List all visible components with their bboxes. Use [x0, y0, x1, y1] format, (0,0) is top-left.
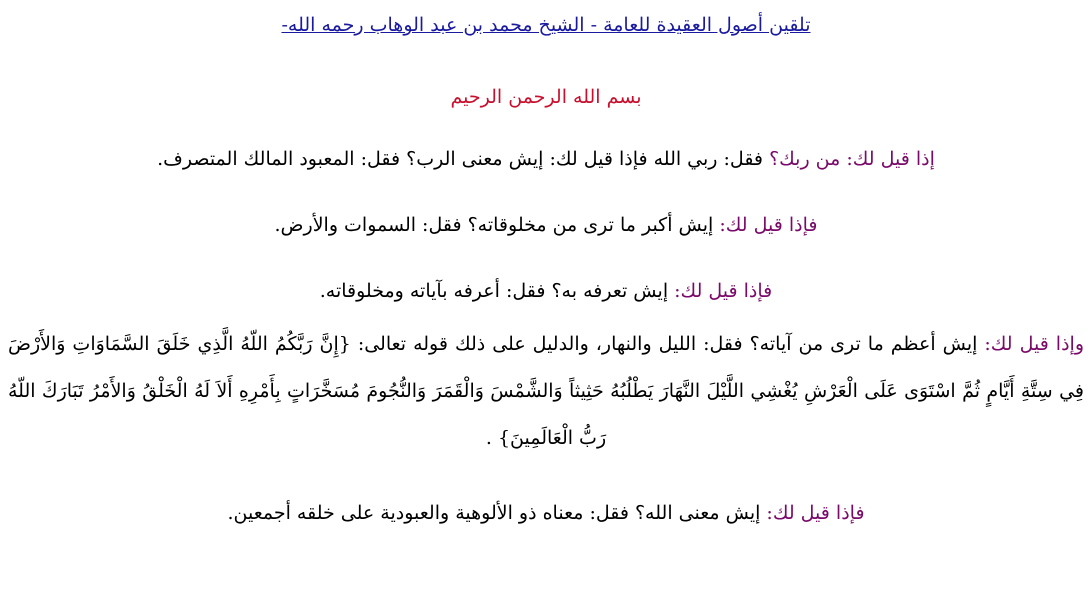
question-lead: وإذا قيل لك: — [984, 333, 1084, 355]
answer-text: إيش معنى الله؟ فقل: معناه ذو الألوهية والعبودية على خلقه أجمعين. — [227, 502, 767, 524]
paragraph-greatest-creation — [8, 170, 1084, 236]
question-lead: إذا قيل لك: من ربك؟ — [769, 148, 935, 170]
title-link[interactable]: تلقين أصول العقيدة للعامة - الشيخ محمد بن عبد الوهاب رحمه الله- — [281, 14, 811, 36]
answer-text: إيش أكبر ما ترى من مخلوقاته؟ فقل: السموات والأرض. — [274, 214, 720, 236]
answer-text: فقل: ربي الله فإذا قيل لك: إيش معنى الرب؟ فقل: المعبود المالك المتصرف. — [157, 148, 770, 170]
question-lead: فإذا قيل لك: — [766, 502, 865, 524]
paragraph-greatest-signs — [8, 302, 1084, 462]
basmala: بسم الله الرحمن الرحيم — [450, 86, 642, 108]
answer-text: إيش تعرفه به؟ فقل: أعرفه بآياته ومخلوقاته. — [319, 280, 675, 302]
page-title — [8, 0, 1084, 48]
question-lead: فإذا قيل لك: — [719, 214, 818, 236]
answer-text: إيش أعظم ما ترى من آياته؟ فقل: الليل والنهار، والدليل على ذلك قوله تعالى: {إِنَّ رَبَّكُمُ اللّهُ الَّذِي خَلَقَ السَّمَاوَاتِ وَالأَرْضَ فِي سِتَّةِ أَيَّامٍ ثُمَّ اسْتَوَى عَلَى الْعَرْشِ يُغْشِي اللَّيْلَ النَّهَارَ يَطْلُبُهُ حَثِيثاً وَالشَّمْسَ وَالْقَمَرَ وَالنُّجُومَ مُسَخَّرَاتٍ بِأَمْرِهِ أَلاَ لَهُ الْخَلْقُ وَالأَمْرُ تَبَارَكَ اللّهُ رَبُّ الْعَالَمِينَ} . — [8, 333, 1084, 449]
paragraph-who-is-your-lord — [8, 108, 1084, 170]
paragraph-how-to-know-him — [8, 236, 1084, 302]
question-lead: فإذا قيل لك: — [674, 280, 773, 302]
paragraph-meaning-of-allah — [8, 462, 1084, 524]
